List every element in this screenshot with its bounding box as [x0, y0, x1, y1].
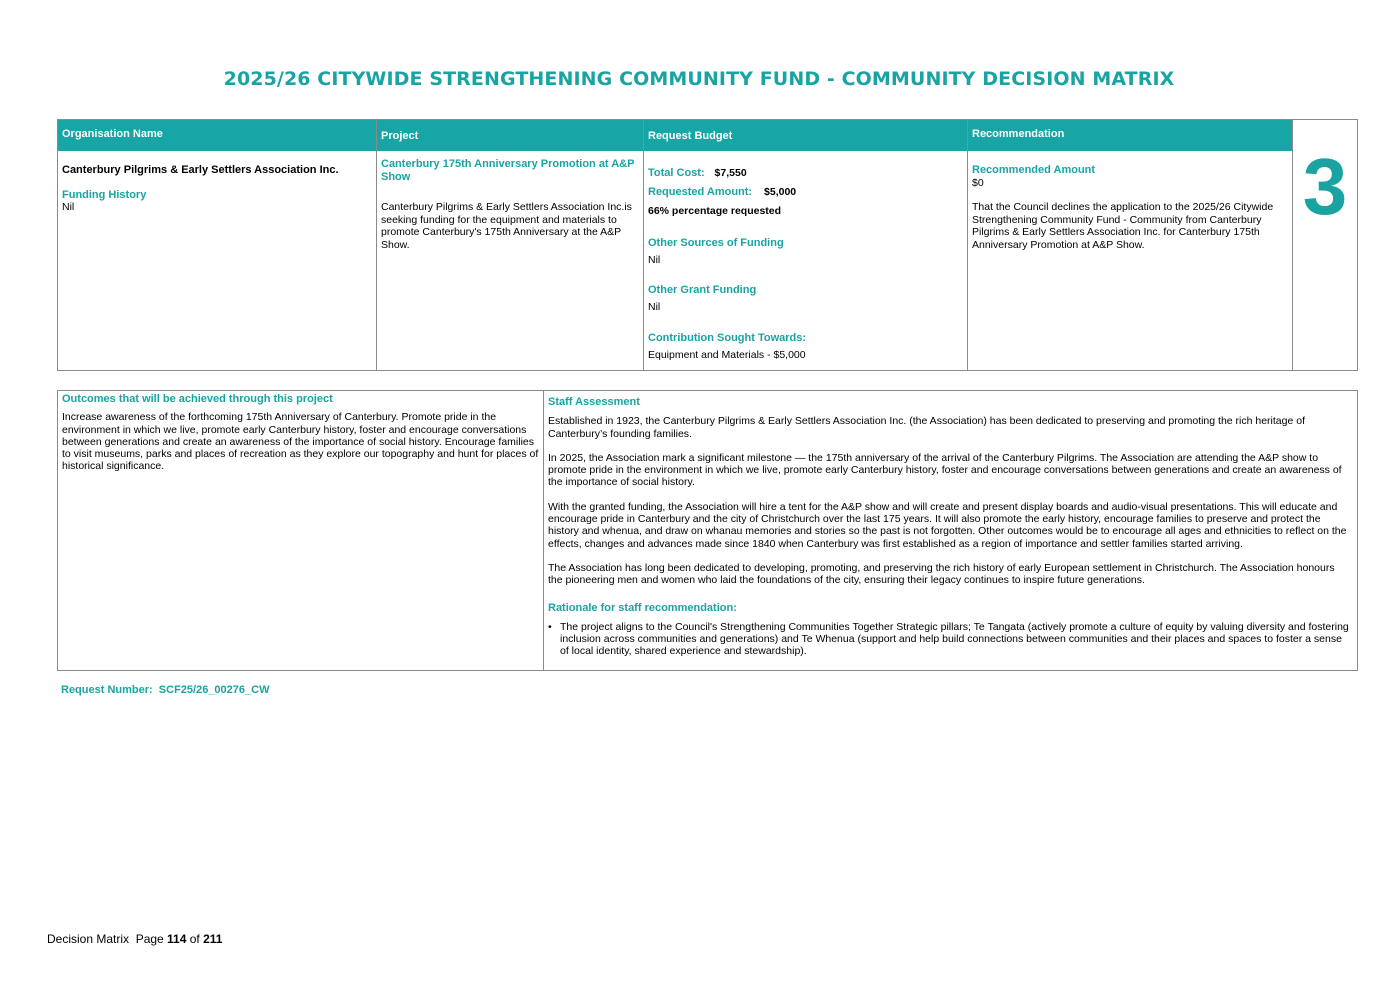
recommended-amount-label: Recommended Amount — [972, 164, 1096, 176]
outcomes-column — [58, 391, 543, 670]
staff-assessment-column — [543, 391, 1357, 670]
recommendation-text: That the Council declines the application to the 2025/26 Citywide Strengthening Community Fund - Community from Canterbury Pilgrims & Early Settlers Association Inc. for Canterbury 175th Anniversary Promotion at A&P Show. — [972, 201, 1274, 251]
staff-paragraph: The Association has long been dedicated to developing, promoting, and preserving the rich history of early European settlement in Christchurch. The Association honours the pioneering men and women who laid the foundations of the city, ensuring their legacy continues to inspire future generations. — [548, 561, 1335, 587]
footer-page-number: 114 — [167, 932, 187, 946]
requested-amount-row — [648, 186, 963, 205]
other-grant-value: Nil — [648, 300, 661, 313]
project-header: Project — [377, 120, 643, 151]
requested-amount-label: Requested Amount: — [648, 186, 753, 198]
total-cost-label: Total Cost: — [648, 167, 705, 179]
staff-paragraph: In 2025, the Association mark a significant milestone — the 175th anniversary of the arrival of the Canterbury Pilgrims. The Association are attending the A&P show to promote pride in the environment in which we live, promote early Canterbury history, foster and encourage conversations between generations and create an awareness of the importance of social history. — [548, 451, 1342, 489]
priority-number: 3 — [1302, 142, 1348, 231]
footer-total-pages: 211 — [203, 932, 223, 946]
staff-paragraph: Established in 1923, the Canterbury Pilgrims & Early Settlers Association Inc. (the Association) has been dedicated to preserving and promoting the rich heritage of Canterbury’s founding families. — [548, 415, 1305, 440]
footer-of: of — [186, 932, 204, 946]
contribution-label: Contribution Sought Towards: — [648, 332, 807, 344]
recommendation-header: Recommendation — [968, 120, 1292, 151]
total-cost-row — [648, 167, 963, 186]
recommended-amount-value: $0 — [972, 176, 984, 189]
project-description: Canterbury Pilgrims & Early Settlers Association Inc.is seeking funding for the equipment and materials to promote Canterbury's 175th Anniversary at the A&P Show. — [381, 201, 632, 251]
project-title: Canterbury 175th Anniversary Promotion at A&P Show — [381, 158, 635, 183]
organisation-column — [58, 120, 376, 370]
budget-header: Request Budget — [644, 120, 967, 151]
organisation-header: Organisation Name — [58, 120, 376, 151]
rationale-text: The project aligns to the Council's Strengthening Communities Together Strategic pillars; Te Tangata (actively promote a culture of equity by valuing diversity and fostering inclusion across communities and generations) and Te Whenua (support and help build connections between communities and their places and spaces to foster a sense of local identity, shared experience and stewardship). — [560, 620, 1349, 658]
assessment-table — [57, 390, 1358, 671]
page-footer — [47, 932, 222, 946]
bullet-icon: • — [548, 620, 552, 633]
decision-table — [57, 119, 1358, 371]
staff-assessment-label: Staff Assessment — [548, 396, 640, 408]
staff-paragraph: With the granted funding, the Association will hire a tent for the A&P show and will create and present display boards and audio-visual presentations. This will educate and encourage pride in Canterbury and the city of Christchurch over the last 175 years. It will also promote the early history, encourage families to preserve and protect the history and whenua, and draw on whanau memories and stories so the past is not forgotten. Other outcomes would be to encourage all ages and ethnicities to reflect on the effects, changes and advances made since 1840 when Canterbury was first established as a region of importance and settler families started arriving. — [548, 500, 1347, 550]
project-column — [376, 120, 643, 370]
funding-history-label: Funding History — [62, 188, 147, 201]
contribution-value: Equipment and Materials - $5,000 — [648, 348, 806, 361]
organisation-name: Canterbury Pilgrims & Early Settlers Association Inc. — [62, 164, 339, 176]
request-number: Request Number: SCF25/26_00276_CW — [61, 684, 270, 696]
footer-label: Decision Matrix Page — [47, 932, 168, 946]
page-title: 2025/26 CITYWIDE STRENGTHENING COMMUNITY FUND - COMMUNITY DECISION MATRIX — [223, 68, 1175, 90]
other-sources-value: Nil — [648, 253, 661, 266]
requested-amount-value: $5,000 — [764, 186, 797, 198]
budget-column — [643, 120, 967, 370]
other-grant-label: Other Grant Funding — [648, 284, 757, 296]
priority-column — [1292, 120, 1357, 370]
funding-history-value: Nil — [62, 201, 75, 213]
total-cost-value: $7,550 — [714, 167, 747, 179]
other-sources-label: Other Sources of Funding — [648, 237, 784, 249]
recommendation-column — [967, 120, 1292, 370]
rationale-bullet — [548, 621, 1352, 658]
rationale-label: Rationale for staff recommendation: — [548, 601, 737, 614]
outcomes-label: Outcomes that will be achieved through this project — [62, 393, 333, 405]
outcomes-text: Increase awareness of the forthcoming 175th Anniversary of Canterbury. Promote pride in the environment in which we live, promote early Canterbury history, foster and encourage conversations between generations and create an awareness of the importance of social history. Encourage families to visit museums, parks and places of recreation as they explore our topography and hunt for places of historical significance. — [62, 411, 539, 473]
percentage-requested: 66% percentage requested — [648, 205, 782, 217]
